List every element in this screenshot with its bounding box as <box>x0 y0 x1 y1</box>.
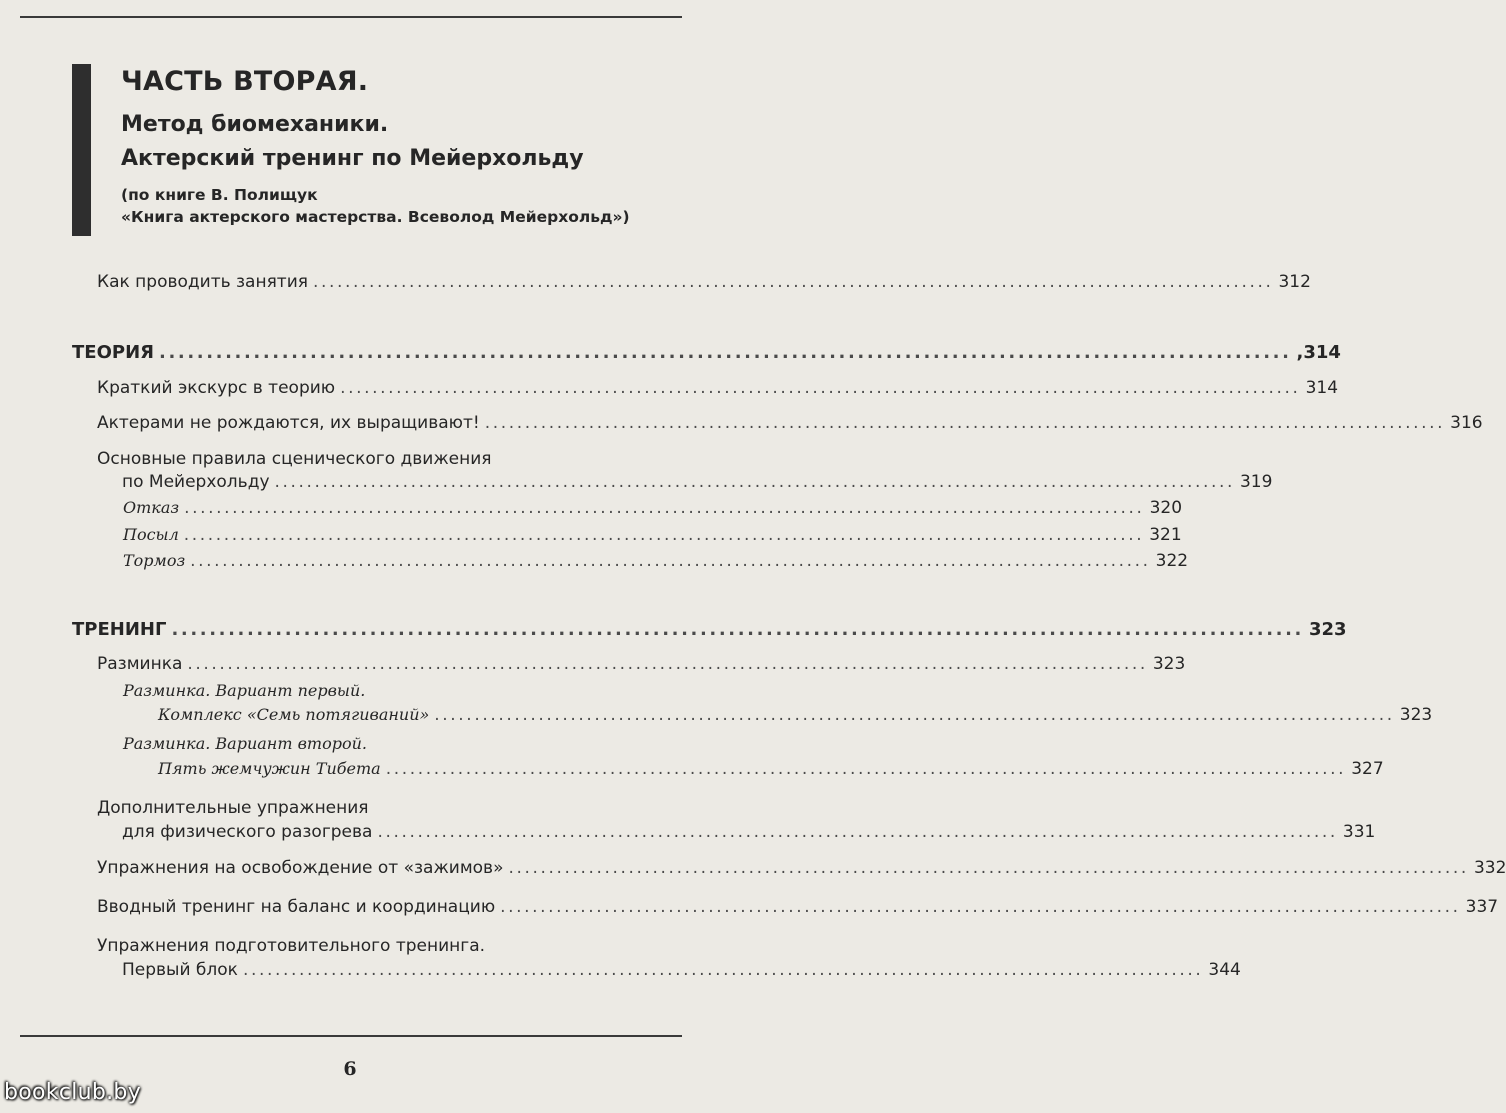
toc-entry-page: ,314 <box>1296 342 1341 363</box>
source-note: (по книге В. Полищук <box>121 186 318 204</box>
leader-dots: ........................................................................................................................ <box>500 897 1461 917</box>
leader-dots: ........................................................................................................................ <box>184 498 1145 518</box>
toc-entry-title: Как проводить занятия <box>97 272 308 292</box>
leader-dots: ........................................................................................................................ <box>190 551 1151 571</box>
toc-entry-page: 344 <box>1208 960 1241 980</box>
toc-entry-title: Первый блок <box>122 960 238 980</box>
toc-entry-title: по Мейерхольду <box>122 472 270 492</box>
toc-entry-page: 314 <box>1305 378 1339 398</box>
toc-entry-title: для физического разогрева <box>122 822 373 842</box>
bottom-rule <box>20 1035 682 1037</box>
toc-entry-prep-line1[interactable]: Упражнения подготовительного тренинга. <box>97 936 486 956</box>
leader-dots: ........................................................................................................................ <box>242 960 1204 980</box>
leader-dots: ........................................................................................................................ <box>159 342 1292 363</box>
toc-entry-otkaz[interactable] <box>123 497 1183 519</box>
toc-entry-rules[interactable] <box>122 471 1273 493</box>
toc-entry-excursus[interactable] <box>97 377 1339 399</box>
header-accent-bar <box>72 64 91 236</box>
leader-dots: ........................................................................................................................ <box>313 272 1274 292</box>
toc-entry-extra-line1[interactable]: Дополнительные упражнения <box>97 798 369 818</box>
toc-entry-page: 316 <box>1450 413 1483 433</box>
leader-dots: ........................................................................................................................ <box>434 705 1395 725</box>
toc-entry-page: 331 <box>1342 822 1376 842</box>
toc-entry-warmup-v2[interactable] <box>158 758 1384 780</box>
toc-entry-title: Пять жемчужин Тибета <box>158 759 381 778</box>
toc-entry-title: Посыл <box>123 525 179 544</box>
toc-entry-warmup-v1-line1[interactable]: Разминка. Вариант первый. <box>123 681 366 700</box>
page-number: 6 <box>343 1058 357 1080</box>
toc-entry-extra[interactable] <box>122 821 1376 843</box>
toc-entry-title: Тормоз <box>123 551 186 570</box>
toc-entry-title: Упражнения на освобождение от «зажимов» <box>97 858 504 878</box>
toc-entry-page: 327 <box>1351 759 1384 779</box>
leader-dots: ........................................................................................................................ <box>340 378 1301 398</box>
toc-entry-release[interactable] <box>97 857 1506 879</box>
toc-entry-posyl[interactable] <box>123 524 1182 546</box>
toc-entry-balance[interactable] <box>97 896 1499 918</box>
toc-entry-page: 323 <box>1399 705 1433 725</box>
watermark: bookclub.by <box>4 1080 142 1105</box>
leader-dots: ........................................................................................................................ <box>274 472 1235 492</box>
leader-dots: ........................................................................................................................ <box>377 822 1338 842</box>
toc-section-title: ТЕОРИЯ <box>72 342 154 363</box>
toc-entry-actors[interactable] <box>97 412 1483 434</box>
leader-dots: ........................................................................................................................ <box>484 413 1446 433</box>
toc-entry-page: 322 <box>1155 551 1189 571</box>
toc-entry-title: Актерами не рождаются, их выращивают! <box>97 413 480 433</box>
leader-dots: ........................................................................................................................ <box>385 759 1347 779</box>
toc-entry-page: 337 <box>1465 897 1499 917</box>
toc-entry-how-to[interactable] <box>97 271 1311 293</box>
toc-entry-title: Краткий экскурс в теорию <box>97 378 336 398</box>
leader-dots: ........................................................................................................................ <box>187 654 1148 674</box>
section-subtitle: Метод биомеханики. <box>121 112 389 137</box>
toc-entry-title: Вводный тренинг на баланс и координацию <box>97 897 496 917</box>
leader-dots: ........................................................................................................................ <box>183 525 1145 545</box>
toc-entry-title: Отказ <box>123 498 180 517</box>
part-title: ЧАСТЬ ВТОРАЯ. <box>121 66 369 97</box>
toc-entry-title: Разминка <box>97 654 183 674</box>
top-rule <box>20 16 682 18</box>
toc-entry-prep[interactable] <box>122 959 1241 981</box>
toc-entry-page: 332 <box>1473 858 1506 878</box>
toc-entry-warmup-v1[interactable] <box>158 704 1433 726</box>
toc-entry-page: 319 <box>1239 472 1273 492</box>
leader-dots: ........................................................................................................................ <box>171 619 1304 640</box>
toc-entry-page: 321 <box>1149 525 1182 545</box>
toc-entry-page: 323 <box>1308 619 1347 640</box>
toc-section-training[interactable] <box>72 619 1347 641</box>
toc-entry-rules-line1[interactable]: Основные правила сценического движения <box>97 449 492 469</box>
section-subtitle-2: Актерский тренинг по Мейерхольду <box>121 146 584 171</box>
toc-entry-page: 323 <box>1152 654 1186 674</box>
toc-entry-page: 320 <box>1149 498 1183 518</box>
toc-entry-warmup-v2-line1[interactable]: Разминка. Вариант второй. <box>123 734 367 753</box>
source-note-2: «Книга актерского мастерства. Всеволод Мейерхольд») <box>121 208 630 226</box>
toc-entry-warmup[interactable] <box>97 653 1186 675</box>
toc-entry-tormoz[interactable] <box>123 550 1189 572</box>
toc-entry-title: Комплекс «Семь потягиваний» <box>158 705 430 724</box>
leader-dots: ........................................................................................................................ <box>508 858 1469 878</box>
toc-section-theory[interactable] <box>72 342 1341 364</box>
toc-section-title: ТРЕНИНГ <box>72 619 167 640</box>
toc-entry-page: 312 <box>1278 272 1311 292</box>
